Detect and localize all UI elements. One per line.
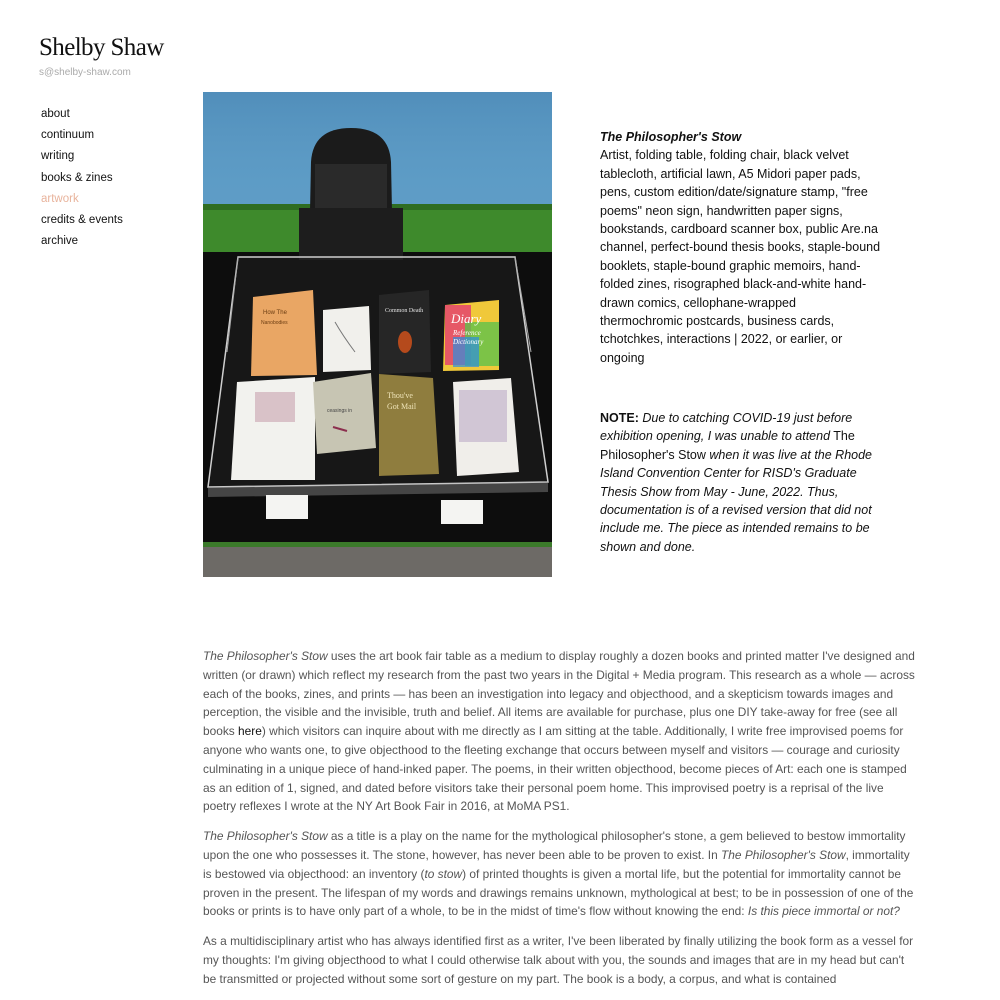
book-orange-title: How The <box>263 310 287 316</box>
note-label: NOTE: <box>600 411 639 425</box>
artwork-description <box>203 647 915 1000</box>
book-diary-line1: Diary <box>451 311 482 326</box>
nav-item-artwork[interactable]: artwork <box>41 192 79 205</box>
note-text-1: Due to catching COVID-19 just before exhibition opening, I was unable to attend <box>600 411 853 444</box>
nav-item-archive[interactable]: archive <box>41 235 79 248</box>
nav-item-writing[interactable]: writing <box>41 150 75 163</box>
note-text-2: when it was live at the Rhode Island Convention Center for RISD's Graduate Thesis Show from May - June, 2022. Thus, documentation is of a revised version that did not include me. The piece as intended remains to be shown and done. <box>600 447 872 554</box>
nav-item-credits-events[interactable]: credits & events <box>41 213 123 226</box>
svg-text:Nanobodies: Nanobodies <box>261 320 288 326</box>
business-card <box>266 495 308 519</box>
main-nav <box>41 107 123 255</box>
site-email-link[interactable]: s@shelby-shaw.com <box>39 67 131 78</box>
book-front-right <box>453 378 519 476</box>
book-white-sketch <box>323 306 371 372</box>
description-paragraph: As a multidisciplinary artist who has always identified first as a writer, I've been liberated by finally utilizing the book form as a vessel for my thoughts: I'm giving objecthood to what I could otherwise talk about with you, the sounds and images that are in my head but can't be transmitted or projected without some sort of gesture on my part. The book is a body, a corpus, and what is contained <box>203 934 914 986</box>
note-work-title: The Philosopher's Stow <box>600 429 855 462</box>
book-dark-title: Common Death <box>385 308 424 314</box>
book-orange <box>251 290 317 376</box>
book-olive-line1: Thou've <box>387 391 413 400</box>
artwork-caption <box>600 128 882 367</box>
installation-illustration <box>203 92 552 577</box>
artwork-materials: Artist, folding table, folding chair, black velvet tablecloth, artificial lawn, A5 Midori paper pads, pens, custom edition/date/signature stamp, "free poems" neon sign, handwritten paper signs, bookstands, cardboard scanner box, public Are.na channel, perfect-bound thesis books, staple-bound booklets, staple-bound graphic memoirs, hand-folded zines, risographed black-and-white hand-drawn comics, cellophane-wrapped thermochromic postcards, business cards, tchotchkes, interactions | 2022, or earlier, or ongoing <box>600 148 881 365</box>
nav-item-books-zines[interactable]: books & zines <box>41 171 113 184</box>
nav-item-about[interactable]: about <box>41 108 70 120</box>
book-olive-line2: Got Mail <box>387 402 417 411</box>
site-title[interactable]: Shelby Shaw <box>39 34 164 61</box>
book-gray <box>313 373 376 454</box>
exhibition-note <box>600 409 882 556</box>
book-front-white <box>231 377 315 480</box>
book-olive <box>379 374 439 476</box>
book-diary-line3: Dictionary <box>453 338 484 346</box>
artwork-title: The Philosopher's Stow <box>600 130 742 144</box>
artwork-photo[interactable] <box>203 92 552 577</box>
nav-item-continuum[interactable]: continuum <box>41 129 95 142</box>
description-paragraph: The Philosopher's Stow uses the art book fair table as a medium to display roughly a dozen books and printed matter I've designed and written (or drawn) which reflect my research from the past two years in the Digital + Media program. This research as a whole — across each of the books, zines, and prints — has been an investigation into legacy and objecthood, and a skepticism towards images and perception, the visible and the invisible, truth and belief. All items are available for purchase, plus one DIY take-away for free (see all books here) which visitors can inquire about with me directly as I am sitting at the table. Additionally, I write free improvised poems for anyone who wants one, to give objecthood to the fleeting exchange that occurs between myself and visitors — courage and curiosity culminating in a unique piece of hand-inked paper. The poems, in their written objecthood, become pieces of Art: each one is stamped as an edition of 1, signed, and dated before visitors take their personal poem home. This improvised poetry is a reprisal of the live poetry reflexes I wrote at the NY Art Book Fair in 2016, at MoMA PS1. <box>203 649 915 814</box>
book-diary <box>443 300 499 371</box>
all-books-link[interactable]: here <box>238 724 262 739</box>
business-card <box>441 500 483 524</box>
description-paragraph: The Philosopher's Stow as a title is a play on the name for the mythological philosopher's stone, a gem believed to bestow immortality upon the one who possesses it. The stone, however, has never been able to be proven to exist. In The Philosopher's Stow, immortality is bestowed via objecthood: an inventory (to stow) of printed thoughts is given a mortal life, but the potential for immortality cannot be proven in the present. The lifespan of my words and drawings remains unknown, mythological at best; to be in possession of one of the books or prints is to have only part of a whole, to be in the midst of time's flow without knowing the end: Is this piece immortal or not? <box>203 829 914 919</box>
book-dark <box>379 290 431 374</box>
book-diary-line2: Reference <box>453 329 481 337</box>
book-gray-title: ceasings in <box>327 408 353 414</box>
